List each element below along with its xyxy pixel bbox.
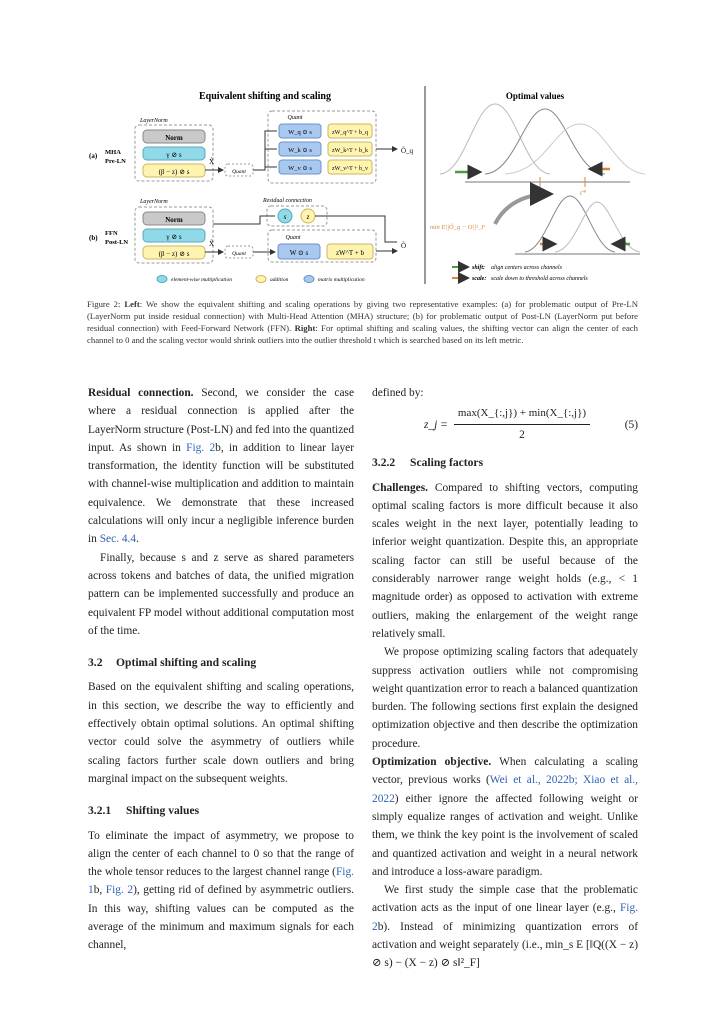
section-3-2-title: Optimal shifting and scaling [116,656,257,670]
study-math: min_s E [‖Q((X − z) ⊘ s) − (X − z) ⊘ s‖²_F] [372,939,638,970]
norm-label-b: Norm [165,216,183,224]
quant-label-a: Quant [287,115,303,121]
residual-heading: Residual connection. [88,387,194,399]
caption-left-text: : We show the equivalent shifting and scaling operations by giving two representative examples: (a) for problematic output of Pre-LN (LayerNorm put inside residual connection) with Multi-Head Attention (MHA) structure; (b) for problematic output of Post-LN (LayerNorm put before residual connection) with Feed-Forward Network (FFN). [87,299,638,333]
right-title: Optimal values [505,91,565,101]
gaussian-centered [485,109,605,174]
zk-label: zW_k^T + b_k [331,148,369,154]
equation-denominator: 2 [519,428,525,441]
arrow-a-fan [253,131,277,170]
fig1-link[interactable]: Fig. 1 [88,866,354,897]
section-3-2-1-heading [88,802,354,820]
equation-5 [372,404,638,448]
pos-t-label: t* [580,188,586,197]
s-circle-label: s [283,213,287,221]
legend-swatch-yellow [256,276,266,283]
caption-right-key: Right [294,323,316,333]
challenges-text: Compared to shifting vectors, computing optimal scaling factors is more difficult because it also scales weight in the next layer, potentially leading to inferior weight quantization. Despite this, an appropriate scaling factor can still be useful because of the considerably narrower range weight holds (e.g., < 1 magnitude order) as opposed to activation with extreme outliers, making the enlargement of the weight range relatively small. [372,481,638,640]
shift-key: shift: [472,265,486,271]
propose-paragraph: We propose optimizing scaling factors that adequately suppress activation outliers while not compromising weight quantization error to reach a balanced quantization burden. The following sections first explain the designed optimization objective and then describe the optimization procedure. [372,646,638,750]
fig2-link-2[interactable]: Fig. 2 [105,884,134,897]
section-3-2-2-number: 3.2.2 [372,456,396,470]
challenges-heading: Challenges. [372,481,429,494]
residual-label: Residual connection [263,198,312,204]
row-a-tag: (a) [89,152,98,160]
neg-t-label: -t* [532,188,541,197]
search-arrow [495,194,550,224]
zq-label: zW_q^T + b_q [331,130,369,136]
objective-text-1: When calculating a scaling vector, previous works ( [372,756,638,787]
objective-paragraph [372,753,638,881]
shift-desc: align centers across channels [491,265,562,271]
shifting-paragraph [88,827,354,955]
o-tilde-q: Õ_q [401,147,414,155]
section-3-2-2-title: Scaling factors [410,456,484,470]
legend-addition: addition [270,277,289,283]
residual-text-3: . [136,533,139,546]
shifting-text-2: ), getting rid of defined by asymmetric outliers. In this way, shifting values can be computed as the average of the minimum and maximum signals for each channel, [88,884,354,952]
legend-elementwise: element-wise multiplication [171,277,232,283]
equation-numerator: max(X_{:,j}) + min(X_{:,j}) [454,404,590,424]
objective-text-2: ) either ignore the affected following weight or simply equalize ranges of activation and weight. Unlike them, we think the key point is the involvement of scaled and quantized activation and weight in a neural network and introduce a loss-aware paradigm. [372,792,638,878]
figure-caption [87,298,638,346]
optimal-paragraph: Based on the equivalent shifting and scaling operations, in this section, we describe the way to efficiently and effectively obtain optimal solutions. An optimal shifting vector could solve the asymmetry of outliers while scaling factors further scale down outliers and bring marginal impact on the subsequent weights. [88,681,354,785]
quant-small-label-b: Quant [232,251,246,257]
legend-swatch-blue [304,276,314,283]
min-label: min E||Õ_q − O||²_F [430,224,486,231]
x-tilde-a: X̃ [209,158,215,166]
gamma-label-b: γ ⊘ s [166,233,182,241]
scale-key: scale: [472,276,487,282]
equation-number: (5) [624,419,638,432]
wk-label: W_k ⊙ s [288,147,312,154]
layernorm-label-a: LayerNorm [140,118,168,124]
caption-right-text: : For optimal shifting and scaling values, the shifting vector can align the center of each channel to 0 and the scaling vector would shrink outliers into the outlier threshold t which is searched based on its left metric. [87,323,639,345]
x-tilde-b: X̃ [209,240,215,248]
layernorm-label-b: LayerNorm [140,199,168,205]
gamma-label-a: γ ⊘ s [166,151,182,159]
wv-label: W_v ⊙ s [288,165,312,172]
row-b-name1: FFN [105,230,118,237]
section-3-2-2-heading [372,454,638,472]
zv-label: zW_v^T + b_v [331,166,369,172]
section-3-2-heading [88,654,354,672]
row-b-tag: (b) [89,234,98,242]
norm-label-a: Norm [165,134,183,142]
left-column [88,384,354,955]
beta-label-b: (β − z) ⊘ s [158,250,190,258]
caption-label: Figure 2: [87,299,121,309]
right-column [372,384,638,973]
legend-matrix: matrix multiplication [318,277,365,283]
study-paragraph [372,881,638,972]
figure-2 [85,84,645,294]
gaussian-shifted [440,104,550,174]
scale-desc: scale down to threshold across channels [491,276,588,282]
section-3-2-number: 3.2 [88,656,103,670]
row-a-name2: Pre-LN [105,158,126,165]
legend-swatch-teal [157,276,167,283]
shifting-sep: b, [93,884,106,897]
sec44-link[interactable]: Sec. 4.4 [99,533,137,546]
left-title: Equivalent shifting and scaling [199,91,331,102]
finally-paragraph: Finally, because s and z serve as shared parameters across tokens and batches of data, the unified migration pattern can be implemented successfully and produce an equivalent FP model without additional computation most of the time. [88,551,354,637]
citation-link[interactable]: Wei et al., 2022b; Xiao et al., 2022 [372,774,639,805]
ws-label: W ⊙ s [289,249,309,257]
beta-label-a: (β − z) ⊘ s [158,168,190,176]
objective-heading: Optimization objective. [372,756,492,769]
row-a-name1: MHA [105,149,121,156]
caption-left-key: Left [124,299,140,309]
fig2-link-3[interactable]: Fig. 2 [372,902,638,933]
fig2-link[interactable]: Fig. 2 [186,441,216,454]
equation-lhs: z_j = [424,419,448,432]
z-circle-label: z [306,213,310,221]
zwb-label: zW^T + b [335,249,365,257]
o-tilde: Õ [401,242,407,250]
defined-by: defined by: [372,387,424,399]
section-3-2-1-number: 3.2.1 [88,804,112,818]
row-b-name2: Post-LN [105,239,129,246]
section-3-2-1-title: Shifting values [126,804,200,818]
quant-label-b: Quant [285,235,301,241]
equation-fraction [454,404,590,444]
residual-text-2: b, in addition to linear layer transformation, the identity function will be substituted with channel-wise multiplication and addition to maintain equivalence. We demonstrate that these increased calculations will only incur a negligible inference burden in [88,441,354,546]
quant-small-label-a: Quant [232,169,246,175]
shifting-text-1: To eliminate the impact of asymmetry, we propose to align the center of each channel to 0 so that the range of the whole tensor reduces to the largest channel range ( [88,829,354,879]
residual-paragraph [88,384,354,549]
wq-label: W_q ⊙ s [288,129,312,136]
study-text-2: b). Instead of minimizing quantization errors of activation and weight separately (i.e., [372,920,638,952]
study-text-1: We first study the simple case that the problematic activation acts as the input of one linear layer (e.g., [372,884,638,915]
challenges-paragraph [372,479,638,644]
residual-text-1: Second, we consider the case where a residual connection is applied after the LayerNorm structure (Post-LN) and fed into the quantized input. As shown in [88,387,355,454]
